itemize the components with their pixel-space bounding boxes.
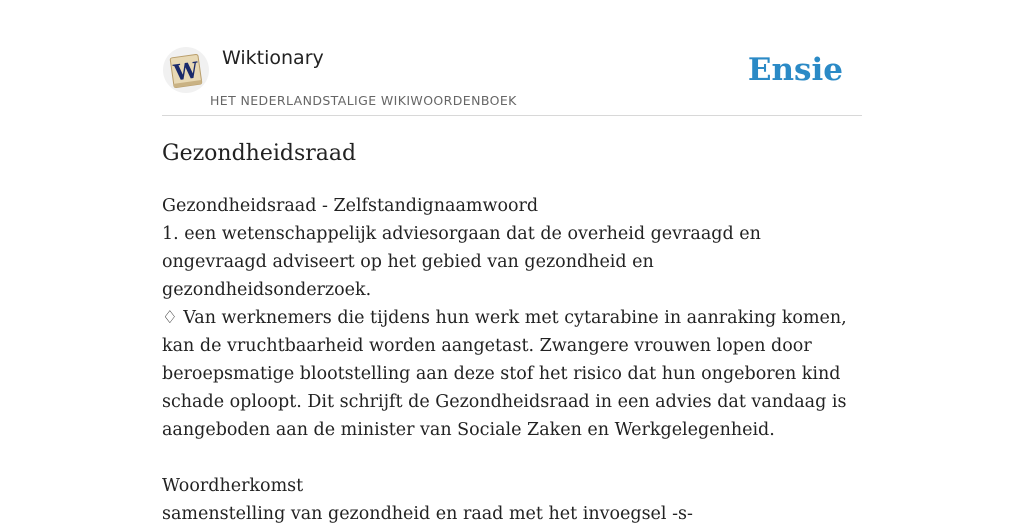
definition-heading: Gezondheidsraad - Zelfstandignaamwoord [162,196,539,216]
definition-sense: 1. een wetenschappelijk adviesorgaan dat de overheid gevraagd en ongevraagd adviseert op het gebied van gezondheid en gezondheidsonderzoek. [162,224,761,300]
etymology-heading: Woordherkomst [162,476,304,496]
site-tagline: HET NEDERLANDSTALIGE WIKIWOORDENBOEK [210,93,517,108]
header-divider [162,115,862,116]
site-name[interactable]: Wiktionary [222,47,324,69]
wiktionary-logo-icon[interactable] [162,46,210,94]
section-spacer [162,444,862,472]
svg-text:W: W [172,57,201,87]
definition-example: ♢ Van werknemers die tijdens hun werk met cytarabine in aanraking komen, kan de vruchtbaarheid worden aangetast. Zwangere vrouwen lopen door beroepsmatige blootstelling aan deze stof het risico dat hun ongeboren kind schade oploopt. Dit schrijft de Gezondheidsraad in een advies dat vandaag is aangeboden aan de minister van Sociale Zaken en Werkgelegenheid. [162,308,847,440]
article-content [162,192,862,528]
etymology-text: samenstelling van gezondheid en raad met het invoegsel -s- [162,504,693,524]
page-title: Gezondheidsraad [162,141,357,166]
brand-logo[interactable]: Ensie [747,52,843,88]
